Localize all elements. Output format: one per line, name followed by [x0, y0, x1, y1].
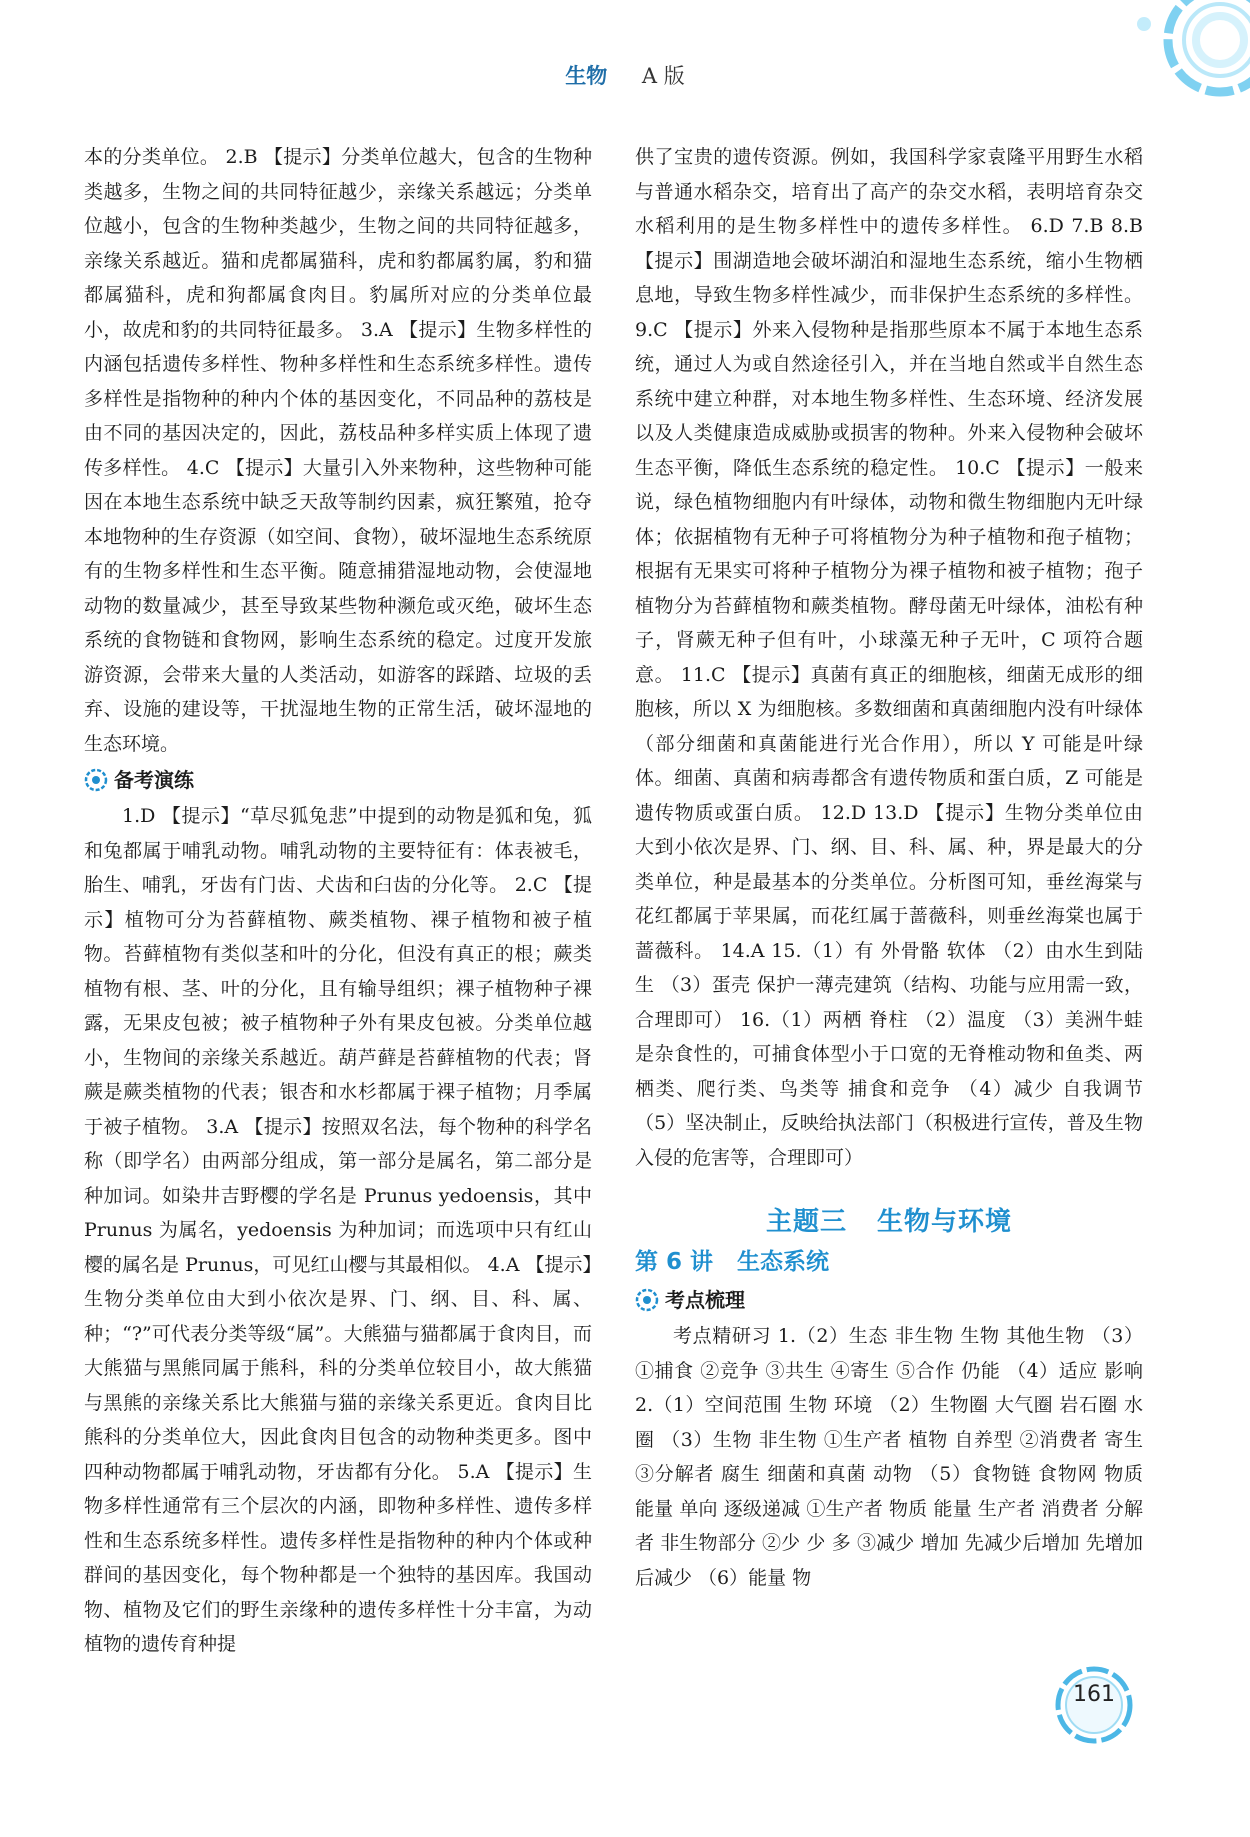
section-title: 考点梳理: [665, 1287, 745, 1312]
page-header: [0, 60, 1250, 90]
lecture-label: 第 6 讲: [635, 1249, 714, 1275]
theme-name: 生物与环境: [877, 1207, 1013, 1237]
theme-title: [635, 1201, 1143, 1243]
lecture-title: [635, 1243, 1143, 1281]
answer-paragraph: 供了宝贵的遗传资源。例如，我国科学家袁隆平用野生水稻与普通水稻杂交，培育出了高产的杂交水稻，表明培育杂交水稻利用的是生物多样性中的遗传多样性。 6.D 7.B 8.B 【提示】围湖造地会破坏湖泊和湿地生态系统，缩小生物栖息地，导致生物多样性减少，而非保护生态系统的多样性。 9.C 【提示】外来入侵物种是指那些原本不属于本地生态系统，通过人为或自然途径引入，并在当地自然或半自然生态系统中建立种群，对本地生物多样性、生态环境、经济发展以及人类健康造成威胁或损害的物种。外来入侵物种会破坏生态平衡，降低生态系统的稳定性。 10.C 【提示】一般来说，绿色植物细胞内有叶绿体，动物和微生物细胞内无叶绿体；依据植物有无种子可将植物分为种子植物和孢子植物；根据有无果实可将种子植物分为裸子植物和被子植物；孢子植物分为苔藓植物和蕨类植物。酵母菌无叶绿体，油松有种子，肾蕨无种子但有叶，小球藻无种子无叶，C 项符合题意。 11.C 【提示】真菌有真正的细胞核，细菌无成形的细胞核，所以 X 为细胞核。多数细菌和真菌细胞内没有叶绿体（部分细菌和真菌能进行光合作用），所以 Y 可能是叶绿体。细菌、真菌和病毒都含有遗传物质和蛋白质，Z 可能是遗传物质或蛋白质。 12.D 13.D 【提示】生物分类单位由大到小依次是界、门、纲、目、科、属、种，界是最大的分类单位，种是最基本的分类单位。分析图可知，垂丝海棠与花红都属于苹果属，而花红属于蔷薇科，则垂丝海棠也属于蔷薇科。 14.A 15.（1）有 外骨骼 软体 （2）由水生到陆生 （3）蛋壳 保护一薄壳建筑（结构、功能与应用需一致，合理即可） 16.（1）两栖 脊柱 （2）温度 （3）美洲牛蛙是杂食性的，可捕食体型小于口宽的无脊椎动物和鱼类、两栖类、爬行类、鸟类等 捕食和竞争 （4）减少 自我调节 （5）坚决制止，反映给执法部门（积极进行宣传，普及生物入侵的危害等，合理即可）: [635, 146, 1143, 1169]
theme-label: 主题三: [765, 1207, 847, 1237]
right-column: [635, 140, 1143, 1595]
answer-paragraph: 考点精研习 1.（2）生态 非生物 生物 其他生物 （3）①捕食 ②竞争 ③共生 ④寄生 ⑤合作 仍能 （4）适应 影响 2.（1）空间范围 生物 环境 （2）生物圈 大气圈 岩石圈 水圈 （3）生物 非生物 ①生产者 植物 自养型 ②消费者 寄生 ③分解者 腐生 细菌和真菌 动物 （5）食物链 食物网 物质 能量 单向 逐级递减 ①生产者 物质 能量 生产者 消费者 分解者 非生物部分 ②少 少 多 ③减少 增加 先减少后增加 先增加后减少 （6）能量 物: [635, 1325, 1143, 1589]
answer-paragraph: 1.D 【提示】“草尽狐兔悲”中提到的动物是狐和兔，狐和兔都属于哺乳动物。哺乳动物的主要特征有：体表被毛，胎生、哺乳，牙齿有门齿、犬齿和臼齿的分化等。 2.C 【提示】植物可分为苔藓植物、蕨类植物、裸子植物和被子植物。苔藓植物有类似茎和叶的分化，但没有真正的根；蕨类植物有根、茎、叶的分化，且有输导组织；裸子植物种子裸露，无果皮包被；被子植物种子外有果皮包被。分类单位越小，生物间的亲缘关系越近。葫芦藓是苔藓植物的代表；肾蕨是蕨类植物的代表；银杏和水杉都属于裸子植物；月季属于被子植物。 3.A 【提示】按照双名法，每个物种的科学名称（即学名）由两部分组成，第一部分是属名，第二部分是种加词。如染井吉野樱的学名是 Prunus yedoensis，其中 Prunus 为属名，yedoensis 为种加词；而选项中只有红山樱的属名是 Prunus，可见红山樱与其最相似。 4.A 【提示】生物分类单位由大到小依次是界、门、纲、目、科、属、种；“?”可代表分类等级“属”。大熊猫与猫都属于食肉目，而大熊猫与黑熊同属于熊科，科的分类单位较目小，故大熊猫与黑熊的亲缘关系比大熊猫与猫的亲缘关系更近。食肉目比熊科的分类单位大，因此食肉目包含的动物种类更多。图中四种动物都属于哺乳动物，牙齿都有分化。 5.A 【提示】生物多样性通常有三个层次的内涵，即物种多样性、遗传多样性和生态系统多样性。遗传多样性是指物种的种内个体或种群间的基因变化，每个物种都是一个独特的基因库。我国动物、植物及它们的野生亲缘种的遗传多样性十分丰富，为动植物的遗传育种提: [84, 805, 592, 1655]
section-title: 备考演练: [114, 767, 194, 792]
left-column: [84, 140, 592, 1662]
page-number: 161: [1073, 1682, 1115, 1707]
gear-icon: [635, 1288, 659, 1312]
header-subject: 生物: [565, 63, 608, 88]
section-heading-points: [635, 1283, 1143, 1317]
section-heading-prep: [84, 763, 592, 797]
answer-paragraph: 本的分类单位。 2.B 【提示】分类单位越大，包含的生物种类越多，生物之间的共同特征越少，亲缘关系越远；分类单位越小，包含的生物种类越少，生物之间的共同特征越多，亲缘关系越近。猫和虎都属猫科，虎和豹都属豹属，豹和猫都属猫科，虎和狗都属食肉目。豹属所对应的分类单位最小，故虎和豹的共同特征最多。 3.A 【提示】生物多样性的内涵包括遗传多样性、物种多样性和生态系统多样性。遗传多样性是指物种的种内个体的基因变化，不同品种的荔枝是由不同的基因决定的，因此，荔枝品种多样实质上体现了遗传多样性。 4.C 【提示】大量引入外来物种，这些物种可能因在本地生态系统中缺乏天敌等制约因素，疯狂繁殖，抢夺本地物种的生存资源（如空间、食物），破坏湿地生态系统原有的生物多样性和生态平衡。随意捕猎湿地动物，会使湿地动物的数量减少，甚至导致某些物种濒危或灭绝，破坏生态系统的食物链和食物网，影响生态系统的稳定。过度开发旅游资源，会带来大量的人类活动，如游客的踩踏、垃圾的丢弃、设施的建设等，干扰湿地生物的正常生活，破坏湿地的生态环境。: [84, 146, 592, 755]
lecture-name: 生态系统: [737, 1249, 830, 1275]
header-edition: A 版: [641, 64, 685, 88]
gear-icon: [84, 768, 108, 792]
